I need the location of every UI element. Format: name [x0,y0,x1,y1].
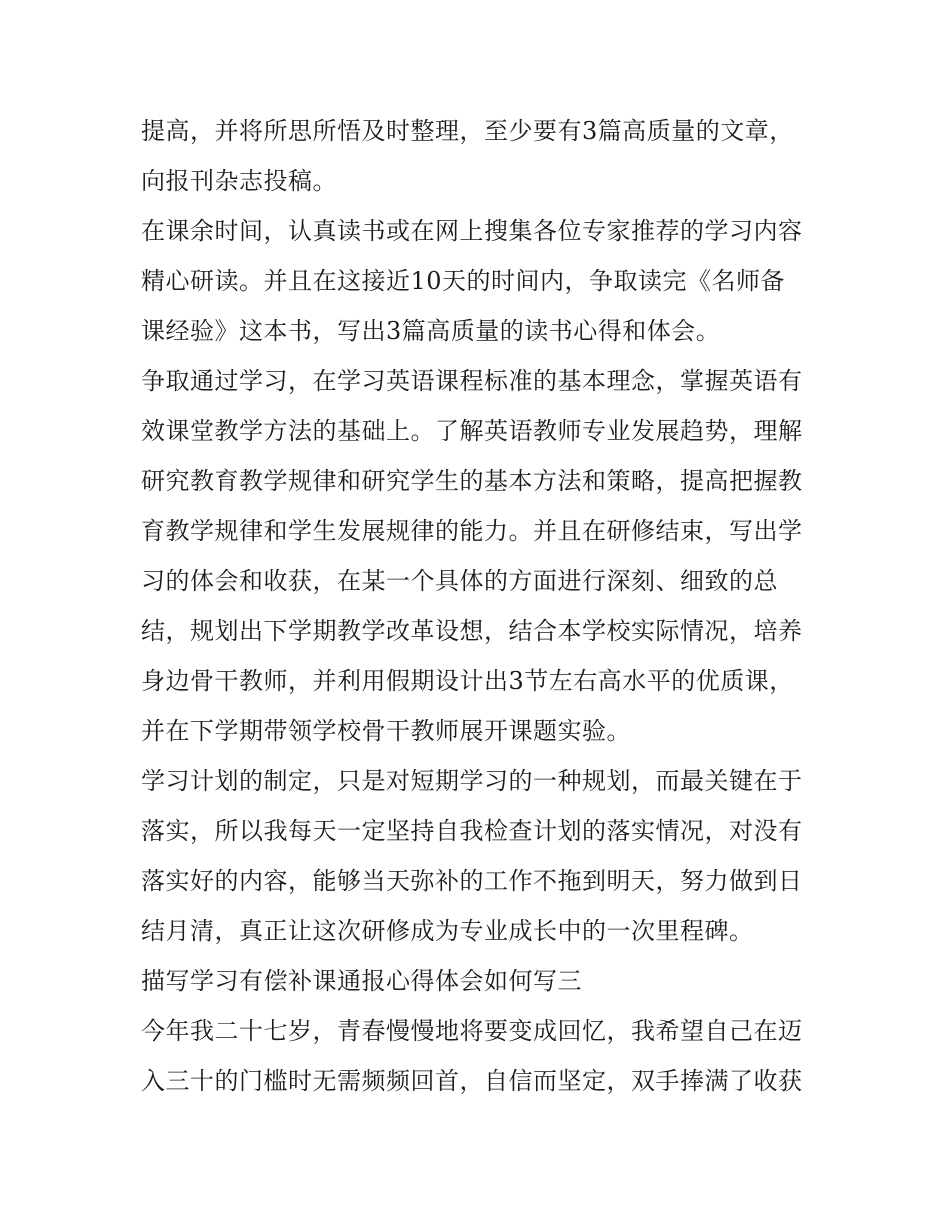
text-line: 课经验》这本书，写出3篇高质量的读书心得和体会。 [141,317,721,345]
text-line: 结月清，真正让这次研修成为专业成长中的一次里程碑。 [141,917,754,945]
text-line: 向报刊杂志投稿。 [141,167,337,195]
text-line: 育教学规律和学生发展规律的能力。并且在研修结束，写出学 [141,517,803,545]
text-line: 结，规划出下学期教学改革设想，结合本学校实际情况，培养 [141,617,803,645]
text-line: 研究教育教学规律和研究学生的基本方法和策略，提高把握教 [141,467,803,495]
text-line: 学习计划的制定，只是对短期学习的一种规划，而最关键在于 [141,767,803,795]
document-body [141,106,821,1106]
text-line: 今年我二十七岁，青春慢慢地将要变成回忆，我希望自己在迈 [141,1017,803,1045]
text-line: 习的体会和收获，在某一个具体的方面进行深刻、细致的总 [141,567,778,595]
text-line: 精心研读。并且在这接近10天的时间内，争取读完《名师备 [141,267,786,295]
text-line: 身边骨干教师，并利用假期设计出3节左右高水平的优质课， [141,667,794,695]
text-line: 效课堂教学方法的基础上。了解英语教师专业发展趋势，理解 [141,417,803,445]
text-line: 并在下学期带领学校骨干教师展开课题实验。 [141,717,631,745]
text-line: 争取通过学习，在学习英语课程标准的基本理念，掌握英语有 [141,367,803,395]
text-line: 落实，所以我每天一定坚持自我检查计划的落实情况，对没有 [141,817,803,845]
text-line: 在课余时间，认真读书或在网上搜集各位专家推荐的学习内容 [141,217,803,245]
section-heading: 描写学习有偿补课通报心得体会如何写三 [141,967,582,995]
text-line: 入三十的门槛时无需频频回首，自信而坚定，双手捧满了收获 [141,1067,803,1095]
text-line: 落实好的内容，能够当天弥补的工作不拖到明天，努力做到日 [141,867,803,895]
text-line: 提高，并将所思所悟及时整理，至少要有3篇高质量的文章， [141,117,794,145]
